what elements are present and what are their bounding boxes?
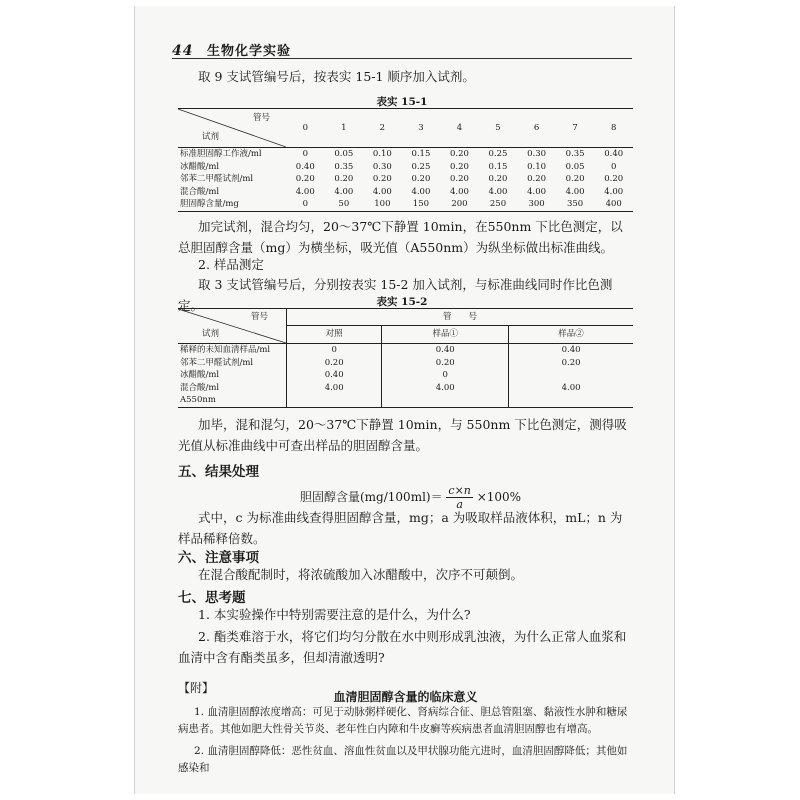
table-cell: 0.40 bbox=[561, 345, 581, 355]
table-cell: 400 bbox=[605, 199, 622, 210]
table-cell: 0.20 bbox=[561, 357, 581, 368]
intro-paragraph: 取 9 支试管编号后，按表实 15-1 顺序加入试剂。 bbox=[198, 69, 475, 84]
table-cell: 0.20 bbox=[527, 174, 547, 185]
table-cell: 0.30 bbox=[527, 149, 547, 159]
table1-col-header: 4 bbox=[440, 109, 479, 148]
paragraph-formula-notes: 式中，c 为标准曲线查得胆固醇含量，mg；a 为吸取样品液体积，mL；n 为样品稀释倍数。 bbox=[178, 510, 623, 546]
table-cell: 4.00 bbox=[565, 186, 585, 197]
paragraph-sample-measure: 取 3 支试管编号后，分别按表实 15-2 加入试剂，与标准曲线同时作比色测定。 bbox=[178, 277, 613, 313]
table-cell: 4.00 bbox=[382, 382, 509, 395]
table-row bbox=[178, 369, 633, 382]
formula-lhs: 胆固醇含量(mg/100ml)＝ bbox=[300, 490, 443, 504]
table-cell: 0.20 bbox=[604, 174, 624, 185]
row-label: 邻苯二甲醛试剂/ml bbox=[178, 357, 287, 370]
table-row bbox=[178, 394, 633, 407]
table-cell: 0.15 bbox=[411, 149, 431, 159]
table-cell: 0.20 bbox=[382, 357, 509, 370]
table-cell: 0.40 bbox=[604, 149, 624, 159]
table-cell: 300 bbox=[528, 199, 545, 210]
question-2: 2. 酯类难溶于水，将它们均匀分散在水中则形成乳浊液，为什么正常人血浆和血清中含有酯类虽多，但却清澈透明? bbox=[178, 629, 627, 665]
running-header bbox=[172, 40, 291, 59]
table-cell bbox=[509, 394, 633, 407]
table-cell: 4.00 bbox=[411, 186, 431, 197]
table-cell: 0.25 bbox=[488, 149, 508, 159]
formula-denominator: a bbox=[456, 498, 463, 511]
appendix-title: 血清胆固醇含量的临床意义 bbox=[333, 690, 478, 704]
table-cell: 350 bbox=[566, 199, 584, 210]
table-cell: 0.20 bbox=[334, 174, 354, 185]
appendix-paragraph-2: 2. 血清胆固醇降低：恶性贫血、溶血性贫血以及甲状腺功能亢进时，血清胆固醇降低；其他如感染和 bbox=[178, 745, 628, 774]
table-cell: 0.20 bbox=[295, 174, 315, 185]
table-cell: 0.35 bbox=[565, 149, 585, 159]
appendix-tag: 【附】 bbox=[178, 681, 215, 695]
table-cell: 4.00 bbox=[561, 382, 581, 393]
formula-numerator: c×n bbox=[448, 484, 471, 497]
table1-col-header: 1 bbox=[325, 109, 364, 148]
table-cell: 200 bbox=[451, 199, 468, 210]
table1-col-header: 5 bbox=[479, 109, 518, 148]
table-row bbox=[178, 198, 633, 211]
table-cell: 0 bbox=[610, 161, 617, 172]
table-cell bbox=[287, 394, 382, 407]
question-1: 1. 本实验操作中特别需要注意的是什么，为什么? bbox=[198, 607, 471, 622]
table-cell: 4.00 bbox=[488, 186, 508, 197]
table1-header-row bbox=[178, 109, 633, 148]
table-cell: 0.20 bbox=[449, 174, 469, 185]
row-label: 邻苯二甲醛试剂/ml bbox=[180, 174, 254, 185]
table-cell: 0.20 bbox=[287, 357, 382, 370]
table-cell: 50 bbox=[338, 199, 350, 210]
table1-col-header: 2 bbox=[363, 109, 402, 148]
table-cell: 0.40 bbox=[295, 161, 315, 172]
table-row bbox=[178, 357, 633, 370]
corner-top-label: 管号 bbox=[250, 312, 268, 322]
row-label: 混合酸/ml bbox=[178, 382, 287, 395]
table-1 bbox=[178, 108, 633, 212]
table-cell: 0.25 bbox=[411, 161, 431, 172]
header-rule bbox=[172, 58, 632, 59]
paragraph-after-sample: 加毕，混和混匀，20～37℃下静置 10min，与 550nm 下比色测定，测得吸光值从标准曲线中可查出样品的胆固醇含量。 bbox=[178, 417, 627, 453]
table-row bbox=[178, 186, 633, 199]
table-cell: 0.20 bbox=[411, 174, 431, 185]
table-cell: 0 bbox=[287, 344, 382, 357]
table-cell: 0.20 bbox=[449, 149, 469, 159]
table2-corner-cell bbox=[178, 309, 287, 344]
section-heading-5: 五、结果处理 bbox=[178, 464, 259, 480]
formula-rhs: ×100% bbox=[476, 490, 522, 504]
table-cell: 0.20 bbox=[372, 174, 392, 185]
table2-header-row-1 bbox=[178, 309, 633, 326]
row-label: 标准胆固醇工作液/ml bbox=[180, 149, 262, 159]
row-label: 冰醋酸/ml bbox=[180, 161, 220, 172]
section-heading-7: 七、思考题 bbox=[178, 590, 246, 606]
table-cell: 4.00 bbox=[372, 186, 392, 197]
table-cell: 0.20 bbox=[449, 161, 469, 172]
table-cell: 0.40 bbox=[382, 344, 509, 357]
appendix-paragraph-1: 1. 血清胆固醇浓度增高：可见于动脉粥样硬化、肾病综合征、胆总管阻塞、黏液性水肿和糖尿病患者。其他如肥大性骨关节炎、老年性白内障和牛皮癣等疾病患者血清胆固醇也有增高。 bbox=[178, 706, 628, 735]
table-cell: 100 bbox=[374, 199, 391, 210]
table-cell: 4.00 bbox=[449, 186, 469, 197]
corner-top-label: 管号 bbox=[252, 113, 270, 123]
table-cell bbox=[382, 394, 509, 407]
table1-corner-cell bbox=[178, 109, 286, 148]
table-cell: 0.10 bbox=[527, 161, 547, 172]
table-cell: 0 bbox=[302, 149, 308, 159]
table-row bbox=[178, 382, 633, 395]
diagonal-line bbox=[178, 309, 286, 343]
row-label: 冰醋酸/ml bbox=[178, 369, 287, 382]
row-label: 稀释的未知血清样品/ml bbox=[178, 344, 287, 357]
table2-col-header: 样品② bbox=[509, 326, 633, 344]
row-label: 胆固醇含量/mg bbox=[180, 199, 239, 210]
table1-col-header: 0 bbox=[286, 109, 325, 148]
table-2 bbox=[178, 308, 633, 408]
table1-col-header: 8 bbox=[594, 109, 633, 148]
section-heading-6: 六、注意事项 bbox=[178, 550, 259, 566]
table-cell: 0.10 bbox=[372, 149, 392, 159]
table1-col-header: 6 bbox=[517, 109, 556, 148]
table-cell: 4.00 bbox=[295, 186, 315, 197]
table2-group-header: 管 号 bbox=[287, 309, 634, 326]
paragraph-standard-curve: 加完试剂，混合均匀，20～37℃下静置 10min，在550nm 下比色测定，以总胆固醇含量（mg）为横坐标，吸光值（A550nm）为纵坐标做出标准曲线。 bbox=[178, 219, 623, 255]
table-cell: 4.00 bbox=[334, 186, 354, 197]
table-cell: 0.40 bbox=[287, 369, 382, 382]
table1-caption: 表实 15-1 bbox=[376, 96, 428, 108]
table-cell: 0.05 bbox=[334, 149, 354, 159]
corner-bottom-label: 试剂 bbox=[202, 132, 220, 143]
table-cell: 0.20 bbox=[488, 174, 508, 185]
row-label: 混合酸/ml bbox=[180, 186, 220, 197]
table-cell: 4.00 bbox=[287, 382, 382, 395]
table-cell: 150 bbox=[412, 199, 430, 210]
table-row bbox=[178, 148, 633, 161]
page-number: 44 bbox=[172, 43, 194, 59]
table-row bbox=[178, 173, 633, 186]
table1-col-header: 7 bbox=[556, 109, 595, 148]
table-cell: 0.05 bbox=[565, 161, 585, 172]
table-cell: 250 bbox=[489, 199, 507, 210]
table-row bbox=[178, 161, 633, 174]
table-cell: 4.00 bbox=[527, 186, 547, 197]
table-cell: 0.35 bbox=[334, 161, 354, 172]
table-cell bbox=[509, 369, 633, 382]
table-cell: 0.30 bbox=[372, 161, 392, 172]
book-title: 生物化学实验 bbox=[207, 44, 292, 59]
row-label: A550nm bbox=[178, 394, 287, 407]
table1-col-header: 3 bbox=[402, 109, 441, 148]
paragraph-precautions: 在混合酸配制时，将浓硫酸加入冰醋酸中，次序不可颠倒。 bbox=[198, 567, 524, 582]
table-cell: 0 bbox=[302, 199, 308, 210]
subheading-sample-measure: 2. 样品测定 bbox=[198, 257, 264, 272]
table-cell: 0.15 bbox=[488, 161, 508, 172]
table-cell: 0.20 bbox=[565, 174, 585, 185]
table2-col-header: 对照 bbox=[287, 326, 382, 344]
table2-col-header: 样品① bbox=[382, 326, 509, 344]
corner-bottom-label: 试剂 bbox=[202, 329, 220, 340]
table-cell: 4.00 bbox=[604, 186, 624, 197]
table2-caption: 表实 15-2 bbox=[376, 296, 428, 308]
table-row bbox=[178, 344, 633, 357]
table-cell: 0 bbox=[382, 369, 509, 382]
